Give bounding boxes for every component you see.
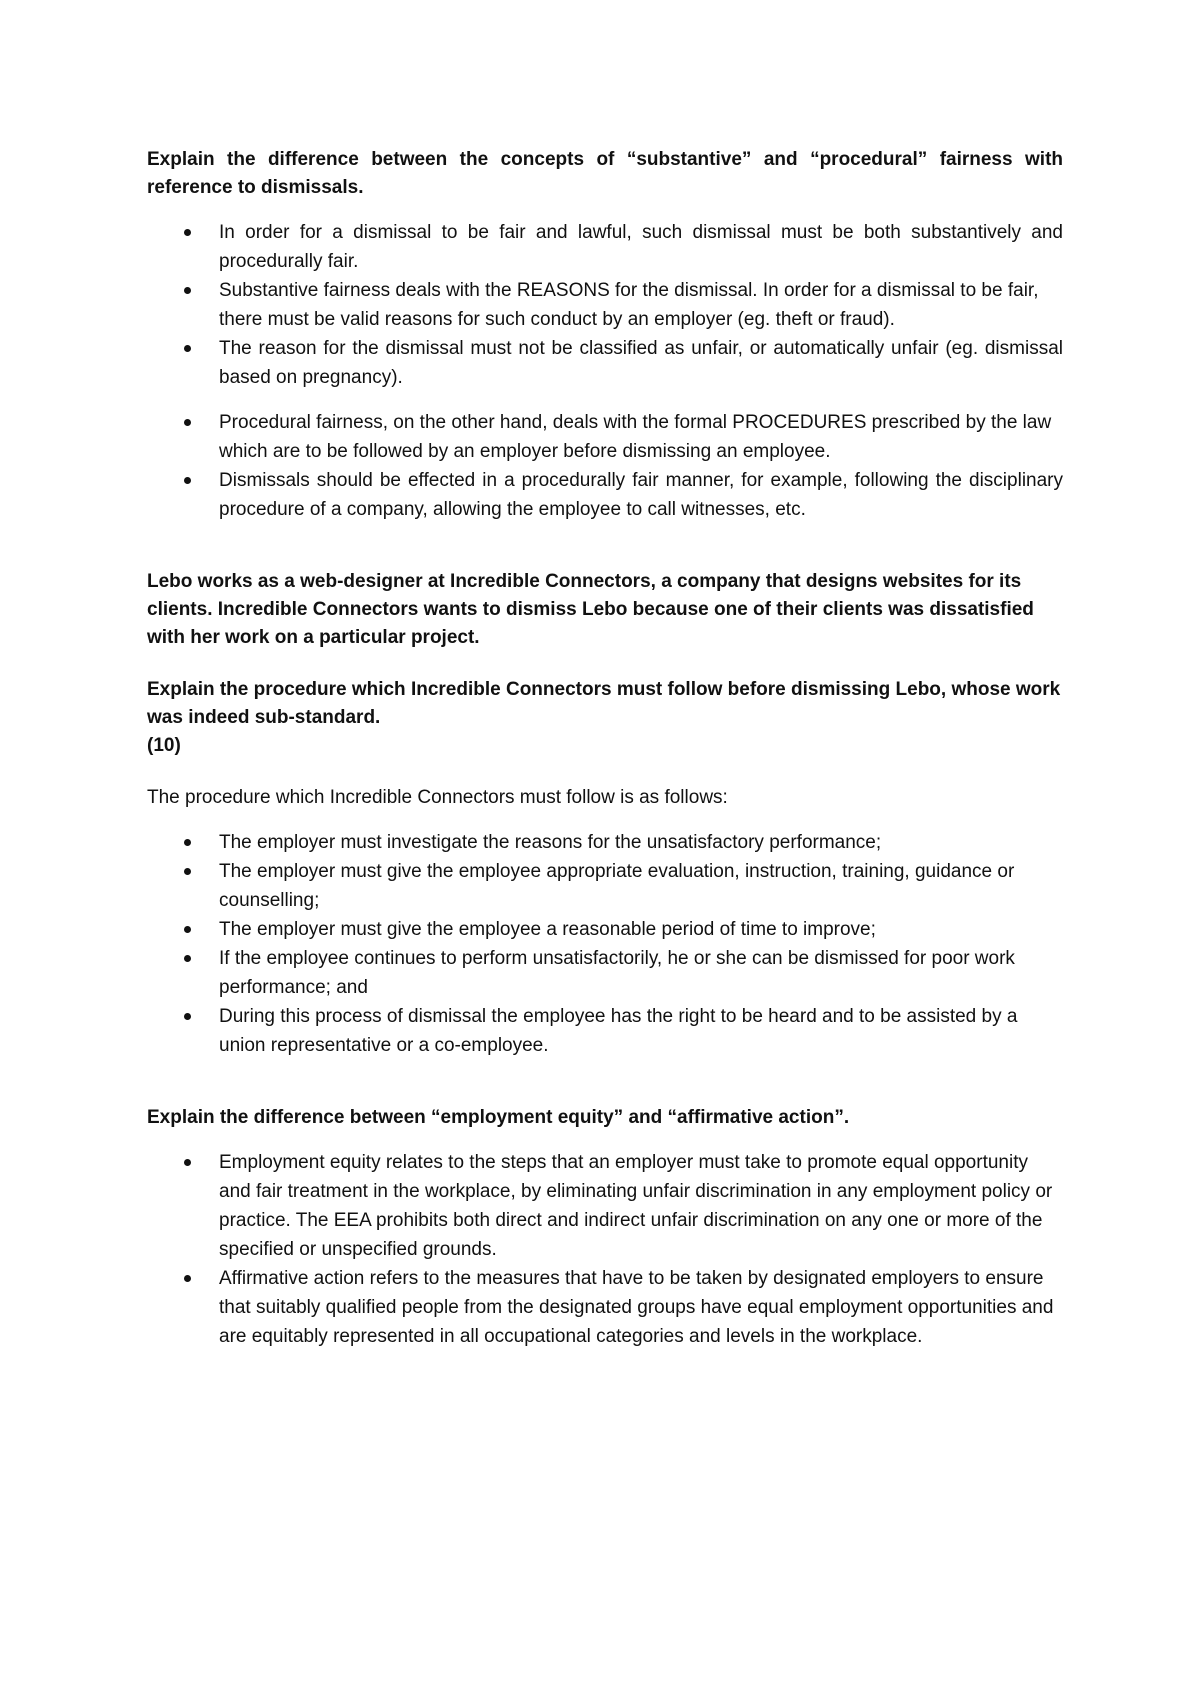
bullet-icon <box>184 868 191 875</box>
list-item: Dismissals should be effected in a procedurally fair manner, for example, following the disciplinary procedure of a company, allowing the employee to call witnesses, etc. <box>147 466 1063 524</box>
question-substantive-procedural: Explain the difference between the concepts of “substantive” and “procedural” fairness with reference to dismissals. <box>147 149 1063 198</box>
list-item: Substantive fairness deals with the REASONS for the dismissal. In order for a dismissal to be fair, there must be valid reasons for such conduct by an employer (eg. theft or fraud). <box>147 276 1063 334</box>
bullet-list-procedural <box>147 408 1063 524</box>
bullet-icon <box>184 229 191 236</box>
bullet-icon <box>184 1013 191 1020</box>
list-item: If the employee continues to perform unsatisfactorily, he or she can be dismissed for poor work performance; and <box>147 944 1063 1002</box>
bullet-list-equity <box>147 1148 1063 1351</box>
bullet-icon <box>184 839 191 846</box>
bullet-icon <box>184 419 191 426</box>
bullet-list-procedure <box>147 828 1063 1060</box>
scenario-lebo: Lebo works as a web-designer at Incredible Connectors, a company that designs websites for its clients. Incredible Connectors wants to dismiss Lebo because one of their clients was dissatisfied with her work on a particular project. <box>147 571 1034 648</box>
bullet-icon <box>184 345 191 352</box>
bullet-icon <box>184 955 191 962</box>
list-item: Employment equity relates to the steps that an employer must take to promote equal opportunity and fair treatment in the workplace, by eliminating unfair discrimination in any employment policy or practice. The EEA prohibits both direct and indirect unfair discrimination on any one or more of the specified or unspecified grounds. <box>147 1148 1063 1264</box>
bullet-list-substantive <box>147 218 1063 392</box>
list-item: Affirmative action refers to the measures that have to be taken by designated employers to ensure that suitably qualified people from the designated groups have equal employment opportunities and are equitably represented in all occupational categories and levels in the workplace. <box>147 1264 1063 1351</box>
list-item: Procedural fairness, on the other hand, deals with the formal PROCEDURES prescribed by the law which are to be followed by an employer before dismissing an employee. <box>147 408 1063 466</box>
list-item: The reason for the dismissal must not be classified as unfair, or automatically unfair (eg. dismissal based on pregnancy). <box>147 334 1063 392</box>
list-item: In order for a dismissal to be fair and lawful, such dismissal must be both substantively and procedurally fair. <box>147 218 1063 276</box>
marks-label: (10) <box>147 735 181 756</box>
bullet-icon <box>184 477 191 484</box>
bullet-icon <box>184 1159 191 1166</box>
procedure-intro: The procedure which Incredible Connectors must follow is as follows: <box>147 787 728 808</box>
list-item: The employer must give the employee appropriate evaluation, instruction, training, guidance or counselling; <box>147 857 1063 915</box>
question-procedure: Explain the procedure which Incredible Connectors must follow before dismissing Lebo, whose work was indeed sub-standard. <box>147 679 1061 728</box>
list-item: The employer must investigate the reasons for the unsatisfactory performance; <box>147 828 1063 857</box>
list-item: The employer must give the employee a reasonable period of time to improve; <box>147 915 1063 944</box>
question-equity-affirmative: Explain the difference between “employment equity” and “affirmative action”. <box>147 1107 850 1128</box>
bullet-icon <box>184 287 191 294</box>
bullet-icon <box>184 1275 191 1282</box>
bullet-icon <box>184 926 191 933</box>
document-content <box>147 146 1063 1351</box>
list-item: During this process of dismissal the employee has the right to be heard and to be assisted by a union representative or a co-employee. <box>147 1002 1063 1060</box>
